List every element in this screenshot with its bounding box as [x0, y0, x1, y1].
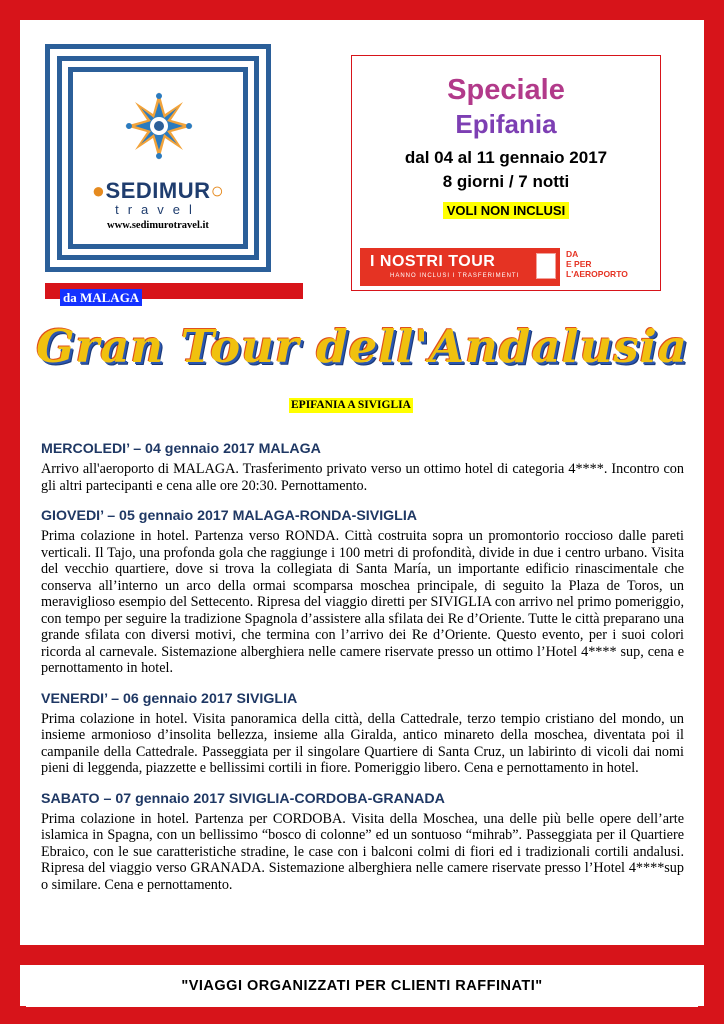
tour-banner-side: [566, 249, 656, 279]
trip-duration: 8 giorni / 7 notti: [442, 172, 570, 191]
day-description: Arrivo all'aeroporto di MALAGA. Trasferimento privato verso un ottimo hotel di categoria 4****. Incontro con gli altri partecipanti e cena alle ore 20:30. Pernottamento.: [41, 461, 684, 494]
side-line-3: L'AEROPORTO: [566, 269, 628, 279]
itinerary-day: [41, 790, 684, 894]
ring-icon: ○: [210, 178, 225, 203]
logo-url[interactable]: www.sedimurotravel.it: [107, 220, 209, 231]
footer-slogan: "VIAGGI ORGANIZZATI PER CLIENTI RAFFINATI": [26, 965, 698, 1007]
sedimuro-logo[interactable]: [45, 44, 271, 272]
flights-not-included-badge: VOLI NON INCLUSI: [443, 202, 569, 219]
day-heading: GIOVEDI’ – 05 gennaio 2017 MALAGA-RONDA-SIVIGLIA: [41, 508, 418, 524]
mosaic-star-icon: [123, 86, 195, 166]
epifania-title: Epifania: [455, 109, 557, 139]
offer-info-box: [351, 55, 661, 291]
trip-dates: dal 04 al 11 gennaio 2017: [404, 148, 608, 167]
tour-banner-small: HANNO INCLUSI I TRASFERIMENTI: [390, 273, 520, 279]
tour-banner: [360, 248, 650, 288]
tour-banner-main: I NOSTRI TOUR: [370, 253, 496, 270]
day-heading: SABATO – 07 gennaio 2017 SIVIGLIA-CORDOBA-GRANADA: [41, 790, 445, 807]
day-heading: MERCOLEDI’ – 04 gennaio 2017 MALAGA: [41, 441, 321, 457]
logo-brand-name: ●SEDIMUR○: [91, 178, 225, 203]
speciale-title: Speciale: [447, 74, 565, 106]
day-description: Prima colazione in hotel. Partenza verso RONDA. Città costruita sopra un promontorio roccioso dalle pareti verticali. Il Tajo, una profonda gola che raggiunge i 100 metri di profondità, divide in due i centro urbano. Visita del vecchio quartiere, dove si trova la collegiata di Santa María, un importante edificio rinascimentale che conserva all’interno un arco della ormai scomparsa moschea principale, di seguito la Plaza de Toros, un meraviglioso esempio del Settecento. Ripresa del viaggio diretti per SIVIGLIA con arrivo nel primo pomeriggio, con tempo per seguire la tradizione Spagnola d’assistere alla sfilata dei Re d’Oriente. Tutte le città preparano una grande sfilata con diversi motivi, che termina con l’arrivo dei Re d’Oriente. Questo evento, per i suoi colori ricorda al carnevale. Sistemazione alberghiera nelle camere riservate presso un ottimo l’Hotel 4**** sup, cena e pernottamento in hotel.: [41, 528, 684, 676]
main-title: Gran Tour dell'Andalusia: [36, 320, 688, 373]
itinerary-day: [41, 690, 684, 777]
tour-logo-icon: [536, 253, 556, 279]
logo-subtitle: travel: [115, 202, 201, 217]
day-description: Prima colazione in hotel. Visita panoramica della città, della Cattedrale, terzo tempio cristiano del mondo, un insieme armonioso d’insolita bellezza, insieme alla Giralda, antico minareto della moschea, diventata poi il campanile della Cattedrale. Passeggiata per il singolare Quartiere di Santa Cruz, un labirinto di vicoli dai nomi pieni di leggenda, piazzette e bellissimi cortili in fiore. Pomeriggio libero. Cena e pernottamento in hotel.: [41, 710, 684, 776]
day-description: Prima colazione in hotel. Partenza per CORDOBA. Visita della Moschea, una delle più belle opere dell’arte islamica in Spagna, con un bellissimo “bosco di colonne” ed un sontuoso “mihrab”. Passeggiata per il Quartiere Ebraico, con le sue caratteristiche stradine, le case con i balconi colmi di fiori ed i tradizionali cortili andalusi. Ripresa del viaggio verso GRANADA. Sistemazione alberghiera nelle camere riservate presso l’Hotel 4****sup o similare. Cena e pernottamento.: [41, 810, 684, 893]
itinerary: [41, 440, 684, 906]
side-line-2: E PER: [566, 259, 592, 269]
slogan-red-band: [20, 945, 704, 965]
day-heading: VENERDI’ – 06 gennaio 2017 SIVIGLIA: [41, 690, 298, 707]
itinerary-day: [41, 440, 684, 494]
departure-tag: da MALAGA: [60, 289, 142, 306]
side-line-1: DA: [566, 249, 579, 259]
itinerary-day: [41, 507, 684, 677]
globe-icon: ●: [91, 178, 106, 203]
subtitle-tag: EPIFANIA A SIVIGLIA: [291, 399, 411, 411]
